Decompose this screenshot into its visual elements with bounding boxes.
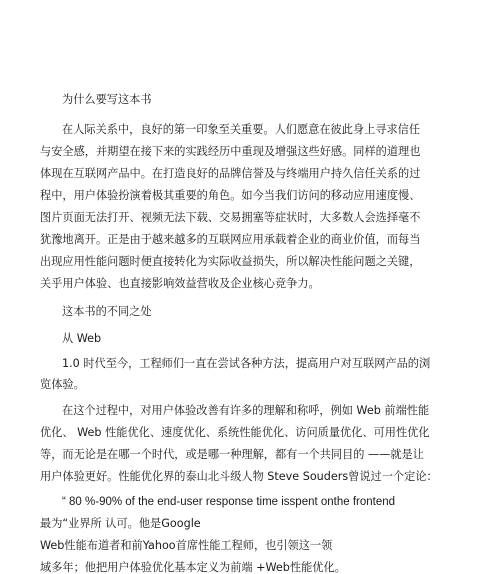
paragraph-line: 出现应用性能问题时便直接转化为实际收益损失，所以解决性能问题之关键， bbox=[40, 255, 421, 268]
paragraph-line: 关乎用户体验、也直接影响效益营收及企业核心竞争力。 bbox=[40, 277, 320, 290]
section-title-why: 为什么要写这本书 bbox=[62, 93, 152, 106]
paragraph-line: 体现在互联网产品中。在打造良好的品牌信誉及与终端用户持久信任关系的过 bbox=[40, 167, 421, 180]
paragraph-line: 与安全感，并期望在接下来的实践经历中重现及增强这些好感。同样的道理也 bbox=[40, 145, 421, 158]
paragraph-line: 用户体验更好。性能优化界的泰山北斗级人物 Steve Souders曾说过一个定论： bbox=[40, 470, 438, 483]
quote-line: “ 80 %-90% of the end-user response time isspent onthe frontend bbox=[62, 496, 396, 508]
quote-line: 最为“业界所 认可。他是Google bbox=[40, 517, 201, 530]
paragraph-line: 在人际关系中，良好的第一印象至关重要。人们愿意在彼此身上寻求信任 bbox=[62, 123, 421, 136]
paragraph-line: 览体验。 bbox=[40, 378, 85, 391]
paragraph-line: 犹豫地离开。正是由于越来越多的互联网应用承载着企业的商业价值，而每当 bbox=[40, 233, 421, 246]
section-title-different: 这本书的不同之处 bbox=[62, 305, 152, 318]
paragraph-line: 1.0 时代至今，工程师们一直在尝试各种方法，提高用户对互联网产品的浏 bbox=[62, 357, 431, 370]
quote-line: Web性能布道者和前Yahoo首席性能工程师，也引领这一领 bbox=[40, 539, 333, 552]
quote-line: 域多年；他把用户体验优化基本定义为前端 +Web性能优化。 bbox=[40, 561, 346, 574]
paragraph-line: 优化、 Web 性能优化、速度优化、系统性能优化、访问质量优化、可用性优化 bbox=[40, 426, 430, 439]
paragraph-line: 图片页面无法打开、视频无法下载、交易拥塞等症状时，大多数人会选择毫不 bbox=[40, 211, 421, 224]
paragraph-line: 程中，用户体验扮演着极其重要的角色。如今当我们访问的移动应用速度慢、 bbox=[40, 189, 421, 202]
paragraph-line: 等，而无论是在哪一个时代，或是哪一种理解，都有一个共同目的 ——就是让 bbox=[40, 448, 424, 461]
subheading-web: 从 Web bbox=[62, 332, 102, 345]
paragraph-line: 在这个过程中，对用户体验改善有许多的理解和称呼，例如 Web 前端性能 bbox=[62, 404, 430, 417]
